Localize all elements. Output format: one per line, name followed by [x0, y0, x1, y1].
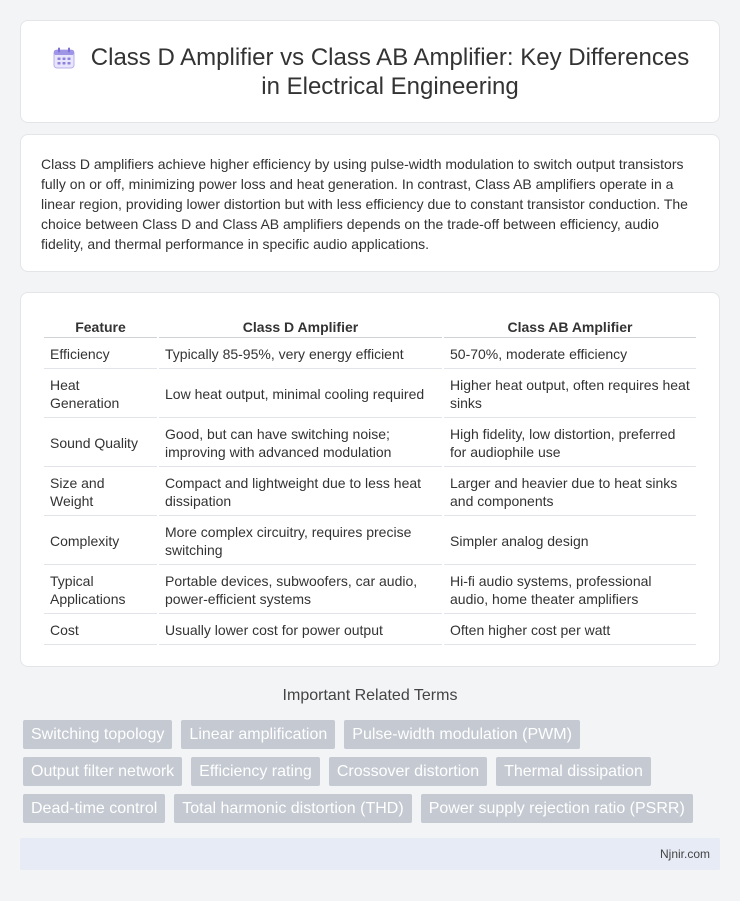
header-feature: Feature [44, 315, 157, 338]
row-class-ab: 50-70%, moderate efficiency [444, 340, 696, 369]
related-term-tag[interactable]: Efficiency rating [191, 757, 320, 786]
comparison-table-card [20, 292, 720, 667]
intro-paragraph: Class D amplifiers achieve higher efficiency by using pulse-width modulation to switch output transistors fully on or off, minimizing power loss and heat generation. In contrast, Class AB amplifiers operate in a linear region, providing lower distortion but with less efficiency due to constant transistor conduction. The choice between Class D and Class AB amplifiers depends on the trade-off between efficiency, audio fidelity, and thermal performance in specific audio applications. [41, 156, 688, 252]
row-class-d: Usually lower cost for power output [159, 616, 442, 645]
row-class-d: Compact and lightweight due to less heat dissipation [159, 469, 442, 516]
related-terms-list [23, 720, 703, 823]
row-feature: Heat Generation [44, 371, 157, 418]
row-class-d: Good, but can have switching noise; improving with advanced modulation [159, 420, 442, 467]
title-card [20, 20, 720, 123]
related-term-tag[interactable]: Switching topology [23, 720, 172, 749]
header-class-ab: Class AB Amplifier [444, 315, 696, 338]
row-class-ab: Simpler analog design [444, 518, 696, 565]
comparison-table [42, 313, 698, 647]
row-feature: Sound Quality [44, 420, 157, 467]
row-class-ab: Often higher cost per watt [444, 616, 696, 645]
footer [20, 838, 720, 870]
row-feature: Cost [44, 616, 157, 645]
row-feature: Efficiency [44, 340, 157, 369]
related-term-tag[interactable]: Crossover distortion [329, 757, 487, 786]
table-header-row [44, 315, 696, 338]
table-row [44, 420, 696, 467]
row-class-ab: High fidelity, low distortion, preferred for audiophile use [444, 420, 696, 467]
row-class-ab: Larger and heavier due to heat sinks and components [444, 469, 696, 516]
table-row [44, 371, 696, 418]
row-feature: Size and Weight [44, 469, 157, 516]
row-feature: Complexity [44, 518, 157, 565]
intro-card [20, 134, 720, 272]
row-class-ab: Hi-fi audio systems, professional audio, home theater amplifiers [444, 567, 696, 614]
header-class-d: Class D Amplifier [159, 315, 442, 338]
related-term-tag[interactable]: Power supply rejection ratio (PSRR) [421, 794, 693, 823]
row-class-ab: Higher heat output, often requires heat sinks [444, 371, 696, 418]
related-term-tag[interactable]: Pulse-width modulation (PWM) [344, 720, 580, 749]
related-term-tag[interactable]: Thermal dissipation [496, 757, 651, 786]
related-term-tag[interactable]: Dead-time control [23, 794, 165, 823]
related-terms-title: Important Related Terms [282, 687, 458, 704]
row-class-d: Portable devices, subwoofers, car audio, power-efficient systems [159, 567, 442, 614]
related-term-tag[interactable]: Linear amplification [181, 720, 335, 749]
table-row [44, 616, 696, 645]
row-class-d: More complex circuitry, requires precise switching [159, 518, 442, 565]
page-title: Class D Amplifier vs Class AB Amplifier: Key Differences in Electrical Engineering [90, 43, 690, 100]
related-term-tag[interactable]: Total harmonic distortion (THD) [174, 794, 411, 823]
table-row [44, 567, 696, 614]
table-row [44, 518, 696, 565]
footer-brand[interactable]: Njnir.com [659, 847, 710, 861]
row-class-d: Typically 85-95%, very energy efficient [159, 340, 442, 369]
table-row [44, 469, 696, 516]
table-row [44, 340, 696, 369]
row-class-d: Low heat output, minimal cooling required [159, 371, 442, 418]
row-feature: Typical Applications [44, 567, 157, 614]
related-term-tag[interactable]: Output filter network [23, 757, 182, 786]
